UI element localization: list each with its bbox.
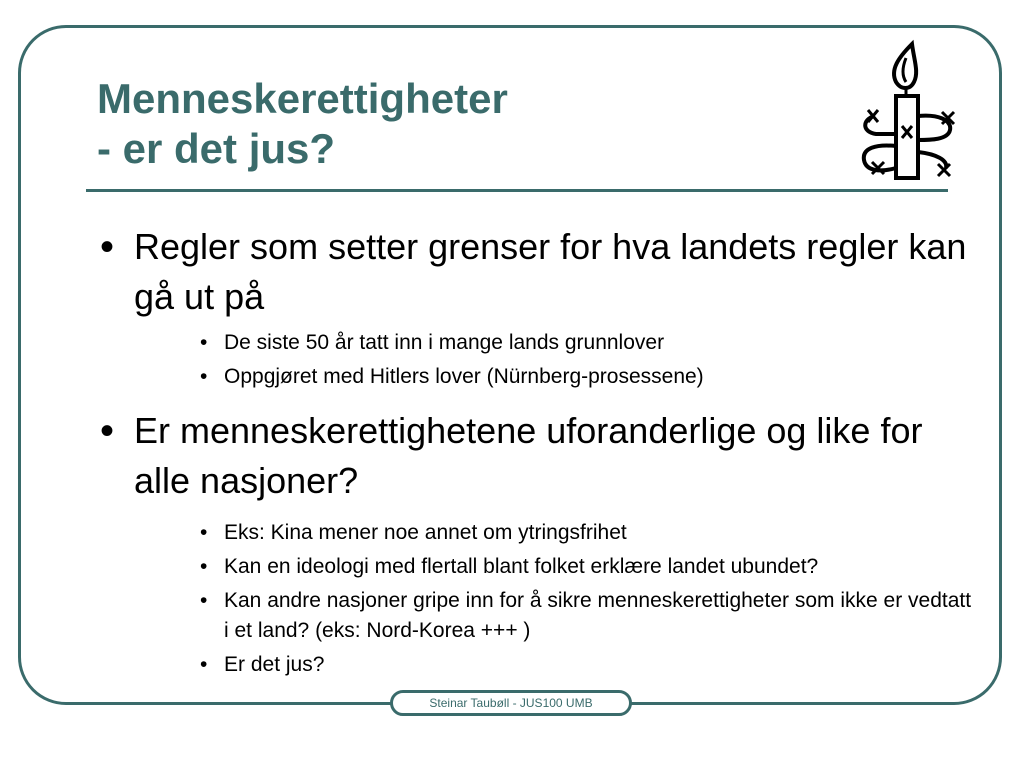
sub-bullet-dot-icon: • — [200, 331, 208, 354]
sub-bullet-dot-icon: • — [200, 555, 208, 578]
slide-title — [97, 74, 508, 174]
candle-barbed-wire-icon — [852, 36, 962, 182]
sub-bullet-dot-icon: • — [200, 521, 208, 544]
title-line-1: Menneskerettigheter — [97, 75, 508, 122]
bullet-dot-icon: • — [100, 409, 115, 453]
sub-bullet — [100, 328, 980, 358]
sub-bullet-text: Kan en ideologi med flertall blant folket erklære landet ubundet? — [224, 555, 819, 578]
title-divider — [86, 189, 948, 192]
sub-bullet-text: De siste 50 år tatt inn i mange lands grunnlover — [224, 331, 665, 354]
slide-footer: Steinar Taubøll - JUS100 UMB — [390, 690, 632, 716]
sub-bullet-text: Oppgjøret med Hitlers lover (Nürnberg-prosessene) — [224, 365, 704, 388]
sub-bullet-dot-icon: • — [200, 365, 208, 388]
sub-bullet-text: Eks: Kina mener noe annet om ytringsfrihet — [224, 521, 627, 544]
sub-bullet — [100, 650, 980, 680]
sub-bullet-text: Kan andre nasjoner gripe inn for å sikre menneskerettigheter som ikke er vedtatt i et land? (eks: Nord-Korea +++ ) — [224, 589, 972, 642]
bullet-2-text: Er menneskerettighetene uforanderlige og like for alle nasjoner? — [134, 410, 923, 501]
sub-bullet — [100, 586, 980, 646]
sub-bullet — [100, 552, 980, 582]
sub-bullet-dot-icon: • — [200, 589, 208, 612]
bullet-1 — [100, 222, 980, 322]
sub-bullet — [100, 518, 980, 548]
bullet-dot-icon: • — [100, 225, 115, 269]
slide-content — [100, 222, 980, 684]
bullet-2 — [100, 406, 980, 506]
sub-bullet-dot-icon: • — [200, 653, 208, 676]
sub-bullet-text: Er det jus? — [224, 653, 325, 676]
sub-bullet — [100, 362, 980, 392]
bullet-1-text: Regler som setter grenser for hva landets regler kan gå ut på — [134, 226, 967, 317]
title-line-2: - er det jus? — [97, 125, 336, 172]
